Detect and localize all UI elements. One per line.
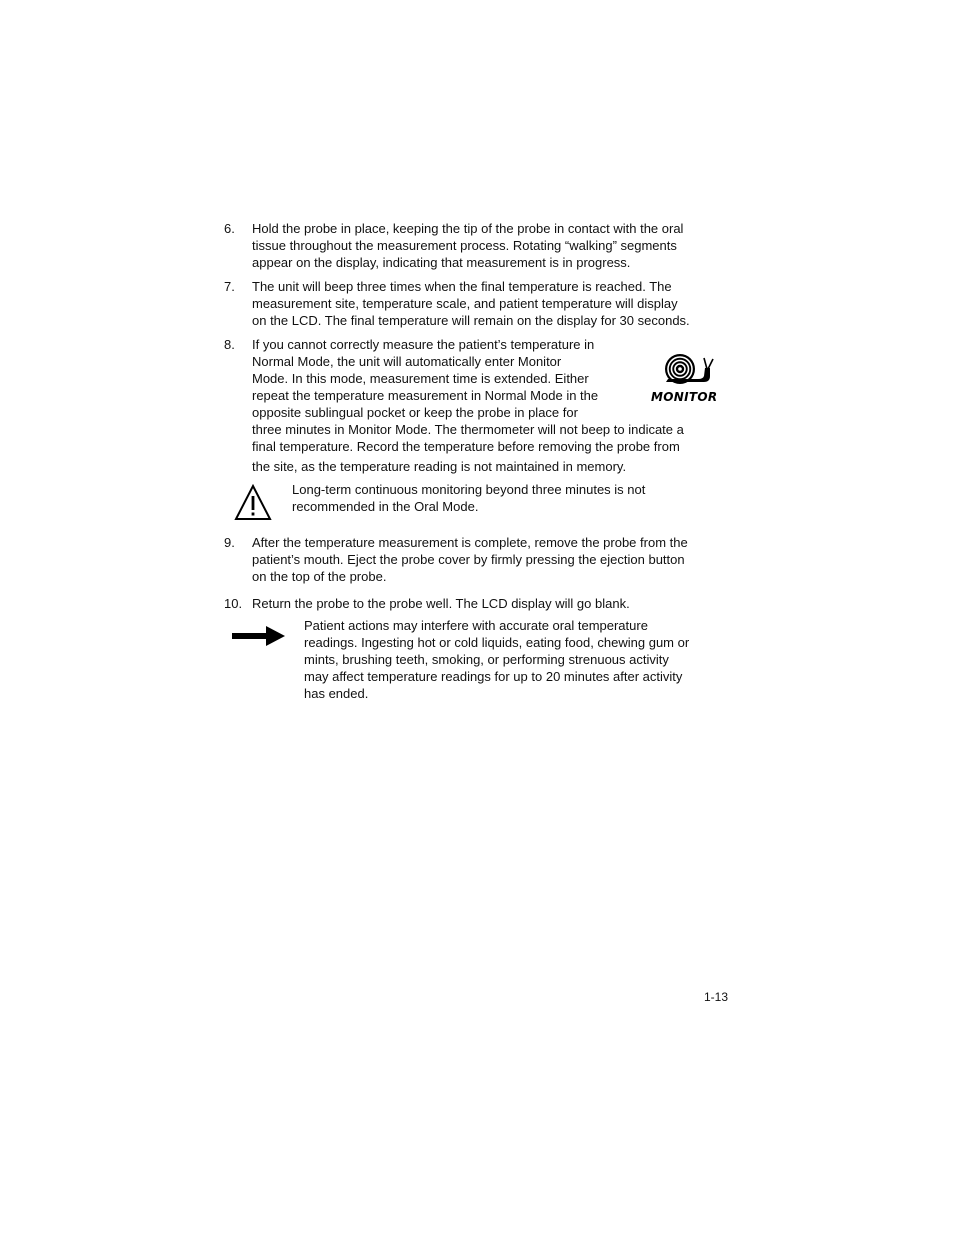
monitor-label: MONITOR <box>651 390 718 404</box>
text-line: Long-term continuous monitoring beyond three minutes is not <box>292 482 646 497</box>
step-text <box>252 220 730 271</box>
snail-icon <box>648 352 722 386</box>
text-line: Patient actions may interfere with accurate oral temperature <box>304 618 648 633</box>
text-line: If you cannot correctly measure the patient’s temperature in <box>252 337 595 352</box>
text-line: readings. Ingesting hot or cold liquids, eating food, chewing gum or <box>304 635 690 650</box>
text-line: After the temperature measurement is complete, remove the probe from the <box>252 535 688 550</box>
page-number: 1-13 <box>704 990 729 1004</box>
text-line: tissue throughout the measurement process. Rotating “walking” segments <box>252 238 677 253</box>
step-number: 7. <box>224 279 235 294</box>
text-line: measurement site, temperature scale, and patient temperature will display <box>252 296 678 311</box>
text-line: recommended in the Oral Mode. <box>292 499 479 514</box>
step-text <box>252 595 730 612</box>
text-line: Mode. In this mode, measurement time is extended. Either <box>252 371 589 386</box>
text-line: has ended. <box>304 686 369 701</box>
arrow-right-icon <box>232 625 286 647</box>
step-number: 8. <box>224 337 235 352</box>
text-line: repeat the temperature measurement in Normal Mode in the <box>252 388 599 403</box>
text-line: appear on the display, indicating that measurement is in progress. <box>252 255 631 270</box>
warning-triangle-icon <box>234 484 272 522</box>
step-text <box>252 278 730 329</box>
text-line: three minutes in Monitor Mode. The thermometer will not beep to indicate a <box>252 422 684 437</box>
step-number: 6. <box>224 221 235 236</box>
text-line: mints, brushing teeth, smoking, or performing strenuous activity <box>304 652 669 667</box>
text-line: on the top of the probe. <box>252 569 387 584</box>
text-line: Normal Mode, the unit will automatically enter Monitor <box>252 354 562 369</box>
step-text <box>252 534 730 585</box>
text-line: final temperature. Record the temperature before removing the probe from <box>252 439 680 454</box>
text-line: The unit will beep three times when the final temperature is reached. The <box>252 279 672 294</box>
text-line: Hold the probe in place, keeping the tip of the probe in contact with the oral <box>252 221 684 236</box>
text-line: may affect temperature readings for up to 20 minutes after activity <box>304 669 683 684</box>
text-line: patient’s mouth. Eject the probe cover by firmly pressing the ejection button <box>252 552 685 567</box>
note-text <box>304 617 689 702</box>
text-line: opposite sublingual pocket or keep the probe in place for <box>252 405 578 420</box>
caution-text <box>292 481 645 515</box>
text-line: on the LCD. The final temperature will remain on the display for 30 seconds. <box>252 313 690 328</box>
step-number: 10. <box>224 596 243 611</box>
step-number: 9. <box>224 535 235 550</box>
text-line: the site, as the temperature reading is not maintained in memory. <box>252 459 627 474</box>
text-line: Return the probe to the probe well. The LCD display will go blank. <box>252 596 630 611</box>
monitor-mode-indicator <box>648 352 722 406</box>
